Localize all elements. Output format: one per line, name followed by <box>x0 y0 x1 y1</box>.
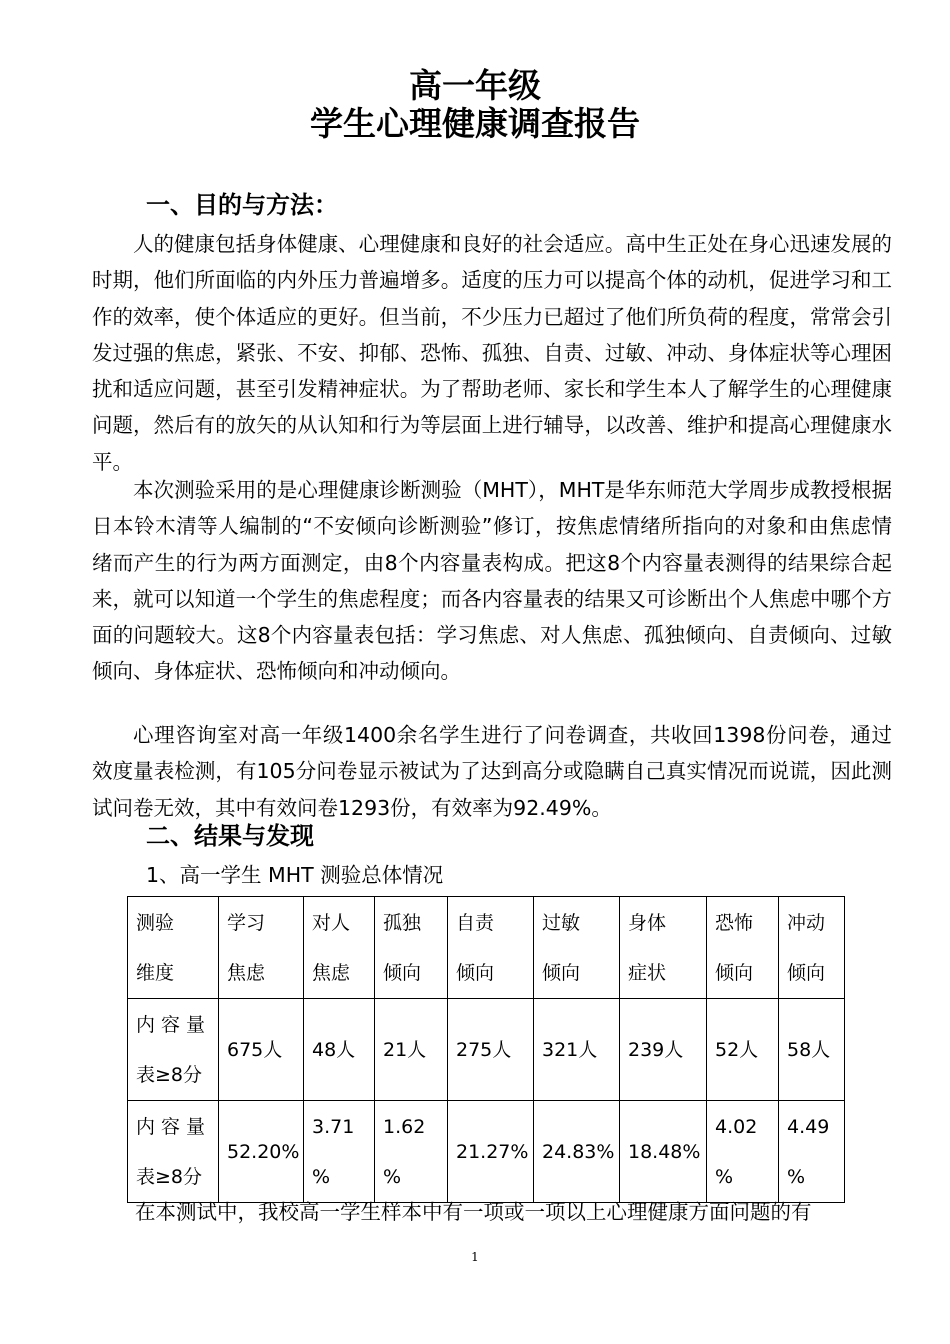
table-cell: 21人 <box>375 999 448 1101</box>
table-header-cell: 身体 症状 <box>620 897 707 999</box>
table-cell: 24.83% <box>534 1101 620 1203</box>
table-cell: 3.71 % <box>304 1101 375 1203</box>
paragraph-purpose: 人的健康包括身体健康、心理健康和良好的社会适应。高中生正处在身心迅速发展的时期，他们所面临的内外压力普遍增多。适度的压力可以提高个体的动机，促进学习和工作的效率，使个体适应的更好。但当前，不少压力已超过了他们所负荷的程度，常常会引发过强的焦虑，紧张、不安、抑郁、恐怖、孤独、自责、过敏、冲动、身体症状等心理困扰和适应问题，甚至引发精神症状。为了帮助老师、家长和学生本人了解学生的心理健康问题，然后有的放矢的从认知和行为等层面上进行辅导，以改善、维护和提高心理健康水平。 <box>92 232 892 474</box>
table-cell: 321人 <box>534 999 620 1101</box>
row-label: 内容量 表≥8分 <box>128 1101 219 1203</box>
table-cell: 21.27% <box>448 1101 534 1203</box>
row-label: 内容量 表≥8分 <box>128 999 219 1101</box>
section-2-heading: 二、结果与发现 <box>146 822 314 850</box>
table-cell: 58人 <box>779 999 845 1101</box>
table-header-row <box>128 897 845 999</box>
table-header-cell: 学习 焦虑 <box>219 897 304 999</box>
table-cell: 48人 <box>304 999 375 1101</box>
paragraph-method: 本次测验采用的是心理健康诊断测验（MHT），MHT是华东师范大学周步成教授根据日本铃木清等人编制的“不安倾向诊断测验”修订，按焦虑情绪所指向的对象和由焦虑情绪而产生的行为两方面测定，由8个内容量表构成。把这8个内容量表测得的结果综合起来，就可以知道一个学生的焦虑程度；而各内容量表的结果又可诊断出个人焦虑中哪个方面的问题较大。这8个内容量表包括：学习焦虑、对人焦虑、孤独倾向、自责倾向、过敏倾向、身体症状、恐怖倾向和冲动倾向。 <box>92 478 892 684</box>
table-cell: 18.48% <box>620 1101 707 1203</box>
section-1-heading: 一、目的与方法： <box>146 191 338 219</box>
page-number: 1 <box>471 1250 479 1264</box>
paragraph-sample: 心理咨询室对高一年级1400余名学生进行了问卷调查，共收回1398份问卷，通过效度量表检测，有105分问卷显示被试为了达到高分或隐瞒自己真实情况而说谎，因此测试问卷无效，其中有效问卷1293份，有效率为92.49%。 <box>92 723 892 820</box>
table-cell: 52人 <box>707 999 779 1101</box>
table-header-cell: 自责 倾向 <box>448 897 534 999</box>
table-cell: 52.20% <box>219 1101 304 1203</box>
table-cell: 4.49 % <box>779 1101 845 1203</box>
table-row-count <box>128 999 845 1101</box>
mht-results-table <box>127 896 845 1203</box>
section-2-subheading: 1、高一学生 MHT 测验总体情况 <box>146 863 444 887</box>
table-cell: 1.62 % <box>375 1101 448 1203</box>
table-cell: 239人 <box>620 999 707 1101</box>
table-cell: 4.02 % <box>707 1101 779 1203</box>
table-cell: 275人 <box>448 999 534 1101</box>
trailing-paragraph: 在本测试中，我校高一学生样本中有一项或一项以上心理健康方面问题的有 <box>135 1200 812 1224</box>
table-header-cell: 孤独 倾向 <box>375 897 448 999</box>
table-header-cell: 测验 维度 <box>128 897 219 999</box>
table-row-percent <box>128 1101 845 1203</box>
table-header-cell: 恐怖 倾向 <box>707 897 779 999</box>
table-cell: 675人 <box>219 999 304 1101</box>
table-header-cell: 冲动 倾向 <box>779 897 845 999</box>
title-line-1: 高一年级 <box>409 66 541 105</box>
table-header-cell: 过敏 倾向 <box>534 897 620 999</box>
title-line-2: 学生心理健康调查报告 <box>310 104 640 143</box>
table-header-cell: 对人 焦虑 <box>304 897 375 999</box>
